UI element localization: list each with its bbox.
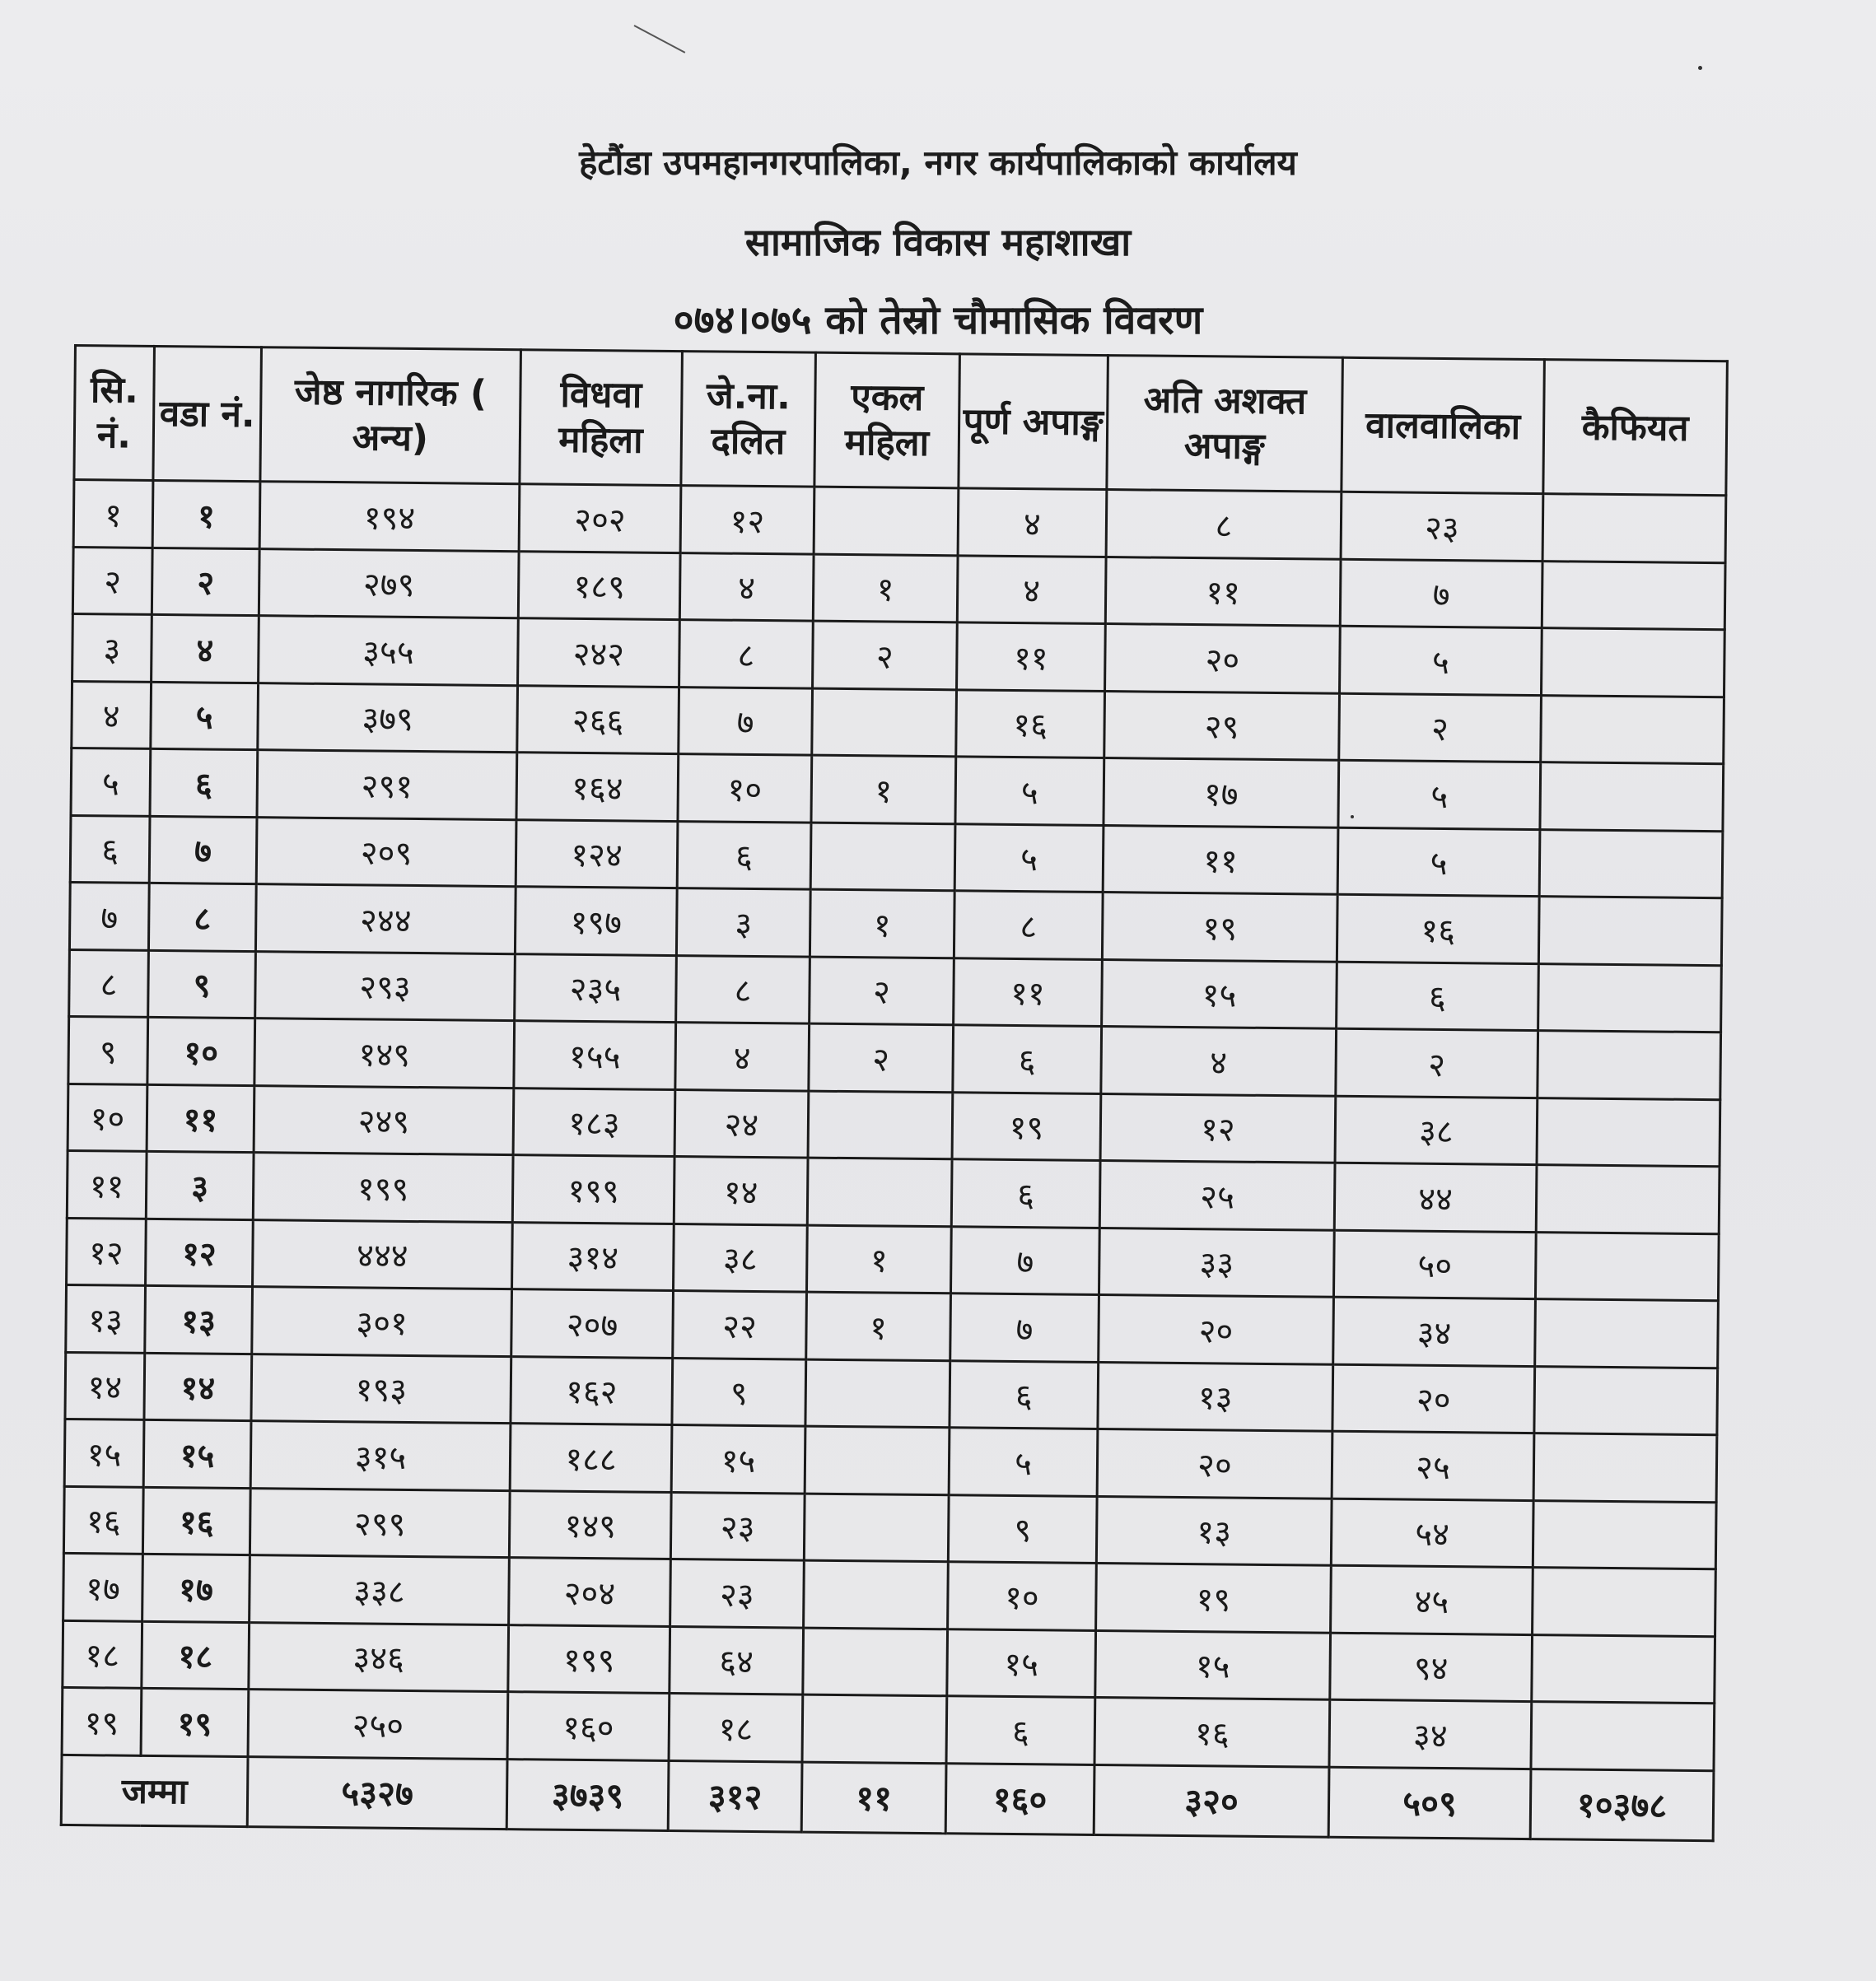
cell-single-woman	[814, 487, 959, 555]
cell-sn: ३	[72, 613, 152, 681]
cell-senior-citizen: ३७९	[258, 683, 518, 753]
cell-remarks	[1539, 829, 1723, 898]
cell-ward: २	[152, 548, 259, 616]
cell-severely-disabled: २९	[1104, 691, 1340, 760]
cell-sn: ११	[67, 1150, 147, 1218]
cell-severely-disabled: ४	[1101, 1027, 1337, 1096]
cell-senior-citizen: ३१५	[250, 1421, 511, 1491]
cell-ward: ११	[147, 1084, 254, 1153]
total-remarks: १०३७८	[1530, 1769, 1714, 1840]
cell-ward: १	[152, 480, 260, 548]
cell-single-woman: २	[809, 1023, 954, 1092]
cell-severely-disabled: ८	[1106, 490, 1342, 559]
cell-widow: १८३	[513, 1088, 675, 1156]
cell-remarks	[1532, 1634, 1715, 1704]
column-header-children: वालवालिका	[1342, 357, 1545, 493]
cell-severely-disabled: २०	[1105, 624, 1341, 693]
division-title: सामाजिक विकास महाशाखा	[744, 220, 1132, 264]
cell-children: २	[1336, 1028, 1538, 1098]
cell-widow: १२४	[516, 819, 678, 888]
cell-widow: १६०	[507, 1692, 670, 1760]
total-severely-disabled: ३२०	[1094, 1764, 1329, 1837]
cell-senior-citizen: २४४	[255, 884, 516, 954]
cell-children: ३४	[1329, 1699, 1532, 1769]
total-senior-citizen: ५३२७	[247, 1756, 507, 1829]
cell-dalit: ३८	[673, 1224, 807, 1292]
cell-ward: ९	[148, 950, 256, 1018]
column-header-single-woman: एकल महिला	[814, 352, 960, 488]
cell-full-disabled: ५	[954, 823, 1104, 892]
column-header-dalit: जे.ना. दलित	[681, 352, 816, 487]
column-header-sn: सि. नं.	[74, 346, 155, 481]
cell-severely-disabled: २५	[1099, 1161, 1335, 1230]
cell-full-disabled: १०	[948, 1562, 1097, 1630]
cell-severely-disabled: १६	[1094, 1697, 1330, 1766]
cell-dalit: १५	[671, 1425, 805, 1494]
cell-severely-disabled: २०	[1097, 1429, 1332, 1498]
cell-ward: १२	[146, 1219, 254, 1287]
cell-remarks	[1535, 1232, 1719, 1301]
cell-children: २०	[1332, 1364, 1535, 1433]
report-table	[60, 344, 1729, 1842]
cell-dalit: १०	[678, 754, 812, 823]
cell-sn: १८	[63, 1620, 142, 1688]
cell-dalit: ८	[676, 955, 810, 1023]
column-header-senior-citizen: जेष्ठ नागरिक ( अन्य)	[260, 347, 521, 484]
cell-remarks	[1535, 1299, 1719, 1368]
cell-widow: १६२	[511, 1356, 673, 1424]
cell-children: ४४	[1334, 1163, 1537, 1232]
total-widow: ३७३९	[506, 1759, 669, 1830]
cell-dalit: १८	[669, 1694, 803, 1762]
cell-ward: १९	[141, 1688, 249, 1756]
cell-widow: २४२	[518, 618, 680, 687]
cell-senior-citizen: ४४४	[253, 1219, 513, 1289]
cell-severely-disabled: १५	[1102, 959, 1337, 1028]
cell-single-woman: १	[813, 554, 958, 622]
column-header-widow: विधवा महिला	[520, 350, 683, 486]
cell-senior-citizen: ३४६	[249, 1622, 509, 1692]
cell-full-disabled: ११	[957, 622, 1106, 691]
cell-children: ५	[1340, 626, 1542, 695]
cell-dalit: २३	[670, 1559, 805, 1628]
cell-full-disabled: ७	[950, 1226, 1099, 1294]
cell-senior-citizen: २५०	[248, 1690, 508, 1760]
cell-severely-disabled: १७	[1104, 758, 1339, 827]
cell-single-woman: १	[810, 889, 954, 958]
cell-children: ५४	[1331, 1499, 1533, 1568]
cell-ward: १६	[142, 1487, 250, 1555]
cell-ward: १४	[144, 1353, 252, 1421]
cell-full-disabled: ४	[958, 488, 1107, 557]
cell-children: ३४	[1333, 1297, 1536, 1366]
cell-widow: १८९	[518, 551, 680, 619]
cell-children: २	[1339, 693, 1542, 762]
cell-severely-disabled: १२	[1100, 1093, 1336, 1163]
cell-dalit: ४	[679, 552, 814, 621]
cell-remarks	[1533, 1433, 1717, 1503]
cell-dalit: ६	[677, 821, 811, 889]
cell-ward: १०	[147, 1017, 255, 1085]
cell-widow: २०२	[519, 484, 681, 552]
cell-ward: १५	[143, 1419, 251, 1488]
cell-severely-disabled: १३	[1098, 1362, 1333, 1431]
cell-remarks	[1541, 695, 1724, 764]
cell-single-woman	[808, 1091, 953, 1159]
column-header-remarks: कैफियत	[1543, 360, 1728, 496]
total-dalit: ३१२	[668, 1760, 802, 1832]
cell-single-woman	[804, 1560, 949, 1629]
cell-full-disabled: ५	[955, 757, 1104, 825]
cell-widow: २०७	[511, 1289, 674, 1358]
column-header-severely-disabled: अति अशक्त अपाङ्ग	[1107, 356, 1343, 492]
cell-full-disabled: १५	[947, 1629, 1096, 1697]
cell-sn: ५	[71, 748, 151, 815]
cell-children: ३८	[1335, 1096, 1538, 1165]
cell-severely-disabled: ११	[1105, 557, 1341, 626]
cell-single-woman	[803, 1628, 948, 1696]
cell-severely-disabled: ३३	[1099, 1228, 1334, 1297]
cell-children: ६	[1337, 962, 1539, 1031]
cell-single-woman	[804, 1494, 949, 1562]
cell-dalit: १२	[680, 486, 814, 554]
cell-full-disabled: १९	[952, 1092, 1101, 1160]
office-title: हेटौंडा उपमहानगरपालिका, नगर कार्यपालिकाको कार्यालय	[579, 142, 1297, 183]
cell-senior-citizen: २९३	[255, 951, 516, 1021]
cell-remarks	[1542, 494, 1726, 563]
cell-sn: ८	[69, 949, 149, 1017]
report-table-container	[60, 344, 1726, 1842]
cell-dalit: ४	[675, 1023, 810, 1091]
cell-dalit: १४	[674, 1157, 808, 1225]
cell-widow: १६४	[516, 753, 679, 821]
cell-ward: ५	[151, 682, 259, 750]
cell-dalit: २३	[670, 1492, 805, 1560]
cell-remarks	[1541, 628, 1724, 697]
cell-sn: १३	[66, 1284, 146, 1352]
cell-widow: १४९	[509, 1490, 671, 1559]
cell-remarks	[1537, 1098, 1720, 1167]
cell-dalit: ७	[679, 687, 813, 755]
cell-senior-citizen: ३०१	[252, 1287, 512, 1357]
cell-sn: १७	[63, 1553, 143, 1620]
cell-children: २३	[1341, 492, 1543, 561]
scan-speck	[1698, 66, 1702, 70]
cell-single-woman	[810, 823, 955, 891]
cell-widow: २०४	[509, 1558, 671, 1626]
total-label: जम्मा	[61, 1755, 248, 1826]
cell-single-woman	[807, 1158, 952, 1226]
cell-dalit: ३	[676, 888, 810, 957]
cell-ward: १३	[145, 1285, 253, 1354]
cell-senior-citizen: १९३	[251, 1354, 511, 1424]
cell-children: ५०	[1333, 1230, 1536, 1299]
cell-senior-citizen: २७९	[259, 548, 519, 618]
cell-single-woman: १	[811, 755, 956, 823]
cell-single-woman: १	[806, 1292, 951, 1360]
cell-sn: १९	[62, 1687, 142, 1755]
column-header-ward: वडा नं.	[153, 346, 262, 481]
cell-children: ९४	[1330, 1633, 1533, 1702]
cell-single-woman	[805, 1359, 950, 1428]
cell-remarks	[1533, 1568, 1716, 1637]
table-body	[62, 480, 1726, 1771]
cell-sn: १	[73, 480, 153, 548]
total-single-woman: ११	[801, 1762, 946, 1834]
cell-dalit: ९	[672, 1358, 806, 1426]
cell-children: ५	[1337, 827, 1540, 897]
cell-remarks	[1542, 561, 1725, 630]
cell-ward: ६	[150, 748, 258, 817]
cell-widow: २६६	[517, 685, 679, 753]
cell-ward: १७	[142, 1554, 250, 1622]
cell-widow: १९७	[515, 887, 677, 955]
cell-remarks	[1538, 963, 1722, 1032]
cell-remarks	[1534, 1366, 1718, 1435]
cell-remarks	[1536, 1165, 1720, 1234]
cell-senior-citizen: ३५५	[259, 616, 519, 686]
cell-sn: १४	[65, 1352, 145, 1419]
cell-children: २५	[1332, 1431, 1534, 1500]
cell-full-disabled: ९	[948, 1494, 1097, 1563]
cell-senior-citizen: १४९	[254, 1018, 515, 1088]
cell-senior-citizen: ३३८	[250, 1555, 510, 1625]
cell-full-disabled: ६	[951, 1159, 1100, 1228]
cell-dalit: २४	[674, 1089, 809, 1158]
cell-severely-disabled: २०	[1099, 1294, 1334, 1363]
cell-dalit: २२	[673, 1291, 807, 1359]
cell-full-disabled: ६	[946, 1696, 1095, 1764]
cell-remarks	[1538, 897, 1722, 966]
cell-severely-disabled: १९	[1102, 893, 1337, 962]
cell-single-woman	[802, 1694, 947, 1763]
cell-severely-disabled: १९	[1096, 1563, 1332, 1632]
cell-sn: ६	[70, 815, 150, 883]
cell-children: ४५	[1331, 1565, 1533, 1634]
cell-senior-citizen: २९१	[257, 750, 517, 820]
cell-senior-citizen: १९९	[253, 1153, 513, 1223]
cell-full-disabled: ११	[954, 958, 1103, 1026]
cell-sn: ४	[72, 681, 152, 748]
cell-widow: ३१४	[512, 1222, 674, 1290]
table-header-row	[74, 346, 1727, 496]
cell-children: ७	[1340, 559, 1542, 628]
cell-single-woman: २	[810, 957, 954, 1025]
cell-remarks	[1533, 1500, 1716, 1569]
cell-sn: २	[72, 547, 152, 614]
cell-single-woman	[805, 1426, 950, 1494]
cell-ward: ७	[149, 816, 257, 884]
cell-full-disabled: ५	[949, 1428, 1098, 1496]
cell-dalit: ८	[679, 620, 814, 688]
cell-sn: ७	[69, 882, 149, 949]
cell-sn: १५	[64, 1419, 144, 1486]
cell-full-disabled: ४	[957, 555, 1106, 623]
cell-severely-disabled: ११	[1103, 825, 1338, 894]
cell-widow: १५५	[514, 1021, 676, 1089]
cell-ward: ३	[146, 1151, 254, 1219]
cell-ward: ४	[152, 614, 259, 683]
cell-senior-citizen: २४९	[254, 1085, 514, 1155]
cell-widow: १९९	[512, 1155, 674, 1224]
cell-sn: ९	[68, 1016, 148, 1084]
cell-senior-citizen: २०९	[256, 817, 516, 887]
cell-ward: १८	[142, 1621, 250, 1690]
cell-children: ५	[1338, 760, 1541, 829]
cell-severely-disabled: १३	[1096, 1496, 1332, 1565]
report-title: ०७४।०७५ को तेस्रो चौमासिक विवरण	[673, 297, 1203, 343]
cell-full-disabled: ८	[954, 891, 1103, 959]
total-children: ५०९	[1328, 1767, 1531, 1839]
cell-ward: ८	[148, 883, 256, 951]
cell-remarks	[1531, 1702, 1715, 1771]
cell-full-disabled: ६	[950, 1360, 1099, 1429]
cell-full-disabled: १६	[956, 689, 1105, 757]
total-full-disabled: १६०	[945, 1763, 1094, 1834]
total-row	[61, 1755, 1714, 1840]
cell-dalit: ६४	[670, 1626, 804, 1694]
cell-full-disabled: ७	[950, 1293, 1099, 1362]
cell-senior-citizen: १९४	[259, 482, 520, 552]
cell-children: १६	[1337, 894, 1539, 963]
cell-remarks	[1540, 762, 1724, 832]
cell-single-woman: १	[806, 1225, 951, 1293]
cell-sn: १०	[68, 1084, 147, 1151]
cell-widow: २३५	[515, 953, 677, 1022]
cell-single-woman	[812, 688, 957, 757]
cell-full-disabled: ६	[953, 1025, 1102, 1093]
cell-sn: १६	[63, 1486, 143, 1554]
column-header-full-disabled: पूर्ण अपाङ्ग	[959, 354, 1108, 490]
cell-widow: १८८	[510, 1424, 672, 1492]
cell-single-woman: २	[813, 621, 958, 689]
cell-remarks	[1538, 1031, 1721, 1100]
cell-severely-disabled: १५	[1095, 1630, 1331, 1699]
cell-senior-citizen: २९९	[250, 1488, 510, 1558]
cell-widow: १९९	[508, 1624, 670, 1693]
cell-sn: १२	[67, 1218, 147, 1285]
